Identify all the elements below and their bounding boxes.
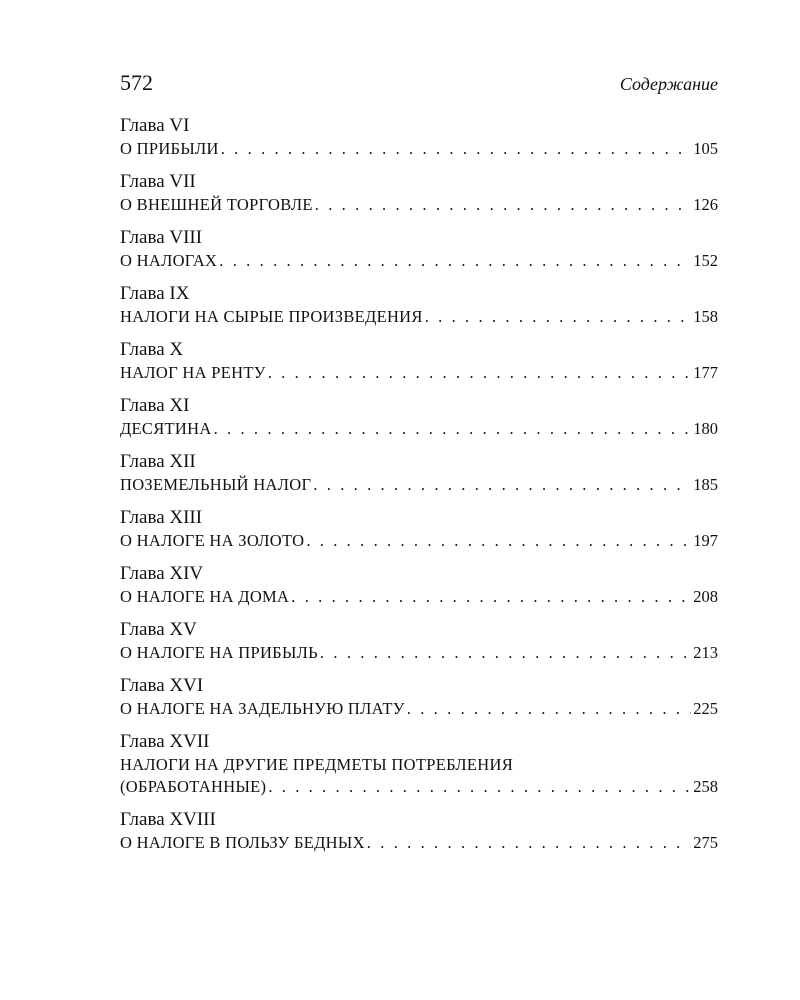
page-number: 572	[120, 70, 153, 95]
toc-entry	[120, 808, 718, 854]
dot-leader	[320, 642, 691, 664]
chapter-label: Глава XII	[120, 451, 196, 472]
page-reference: 105	[693, 139, 718, 158]
document-page	[120, 70, 718, 864]
toc-entry	[120, 730, 718, 798]
toc-title-line	[120, 362, 718, 384]
page-reference: 180	[693, 419, 718, 438]
toc-entry	[120, 282, 718, 328]
chapter-label: Глава XIV	[120, 563, 204, 584]
toc-entry	[120, 562, 718, 608]
toc-title-line	[120, 530, 718, 552]
dot-leader	[313, 474, 691, 496]
page-reference: 258	[693, 777, 718, 796]
chapter-title: О НАЛОГЕ НА ЗОЛОТО	[120, 531, 305, 550]
page-header	[120, 70, 718, 104]
chapter-label: Глава XVIII	[120, 809, 216, 830]
toc-entry	[120, 450, 718, 496]
page-reference: 275	[693, 833, 718, 852]
chapter-label: Глава XIII	[120, 507, 203, 528]
toc-title-line	[120, 698, 718, 720]
page-reference: 152	[693, 251, 718, 270]
toc-entry	[120, 226, 718, 272]
chapter-title: ДЕСЯТИНА	[120, 419, 212, 438]
toc-title-line	[120, 194, 718, 216]
toc-entry	[120, 618, 718, 664]
dot-leader	[268, 362, 692, 384]
running-title: Содержание	[619, 74, 718, 94]
page-reference: 197	[693, 531, 718, 550]
chapter-title: О НАЛОГЕ НА ПРИБЫЛЬ	[120, 643, 318, 662]
dot-leader	[367, 832, 691, 854]
dot-leader	[306, 530, 691, 552]
dot-leader	[291, 586, 691, 608]
chapter-title: НАЛОГИ НА СЫРЫЕ ПРОИЗВЕДЕНИЯ	[120, 307, 423, 326]
chapter-title-first-line: НАЛОГИ НА ДРУГИЕ ПРЕДМЕТЫ ПОТРЕБЛЕНИЯ	[120, 755, 514, 774]
toc-entry	[120, 170, 718, 216]
chapter-title: (ОБРАБОТАННЫЕ)	[120, 777, 267, 796]
dot-leader	[214, 418, 692, 440]
chapter-title: О НАЛОГЕ В ПОЛЬЗУ БЕДНЫХ	[120, 833, 365, 852]
toc-title-line	[120, 418, 718, 440]
toc-entry	[120, 674, 718, 720]
toc-title-line	[120, 138, 718, 160]
dot-leader	[268, 776, 691, 798]
toc-title-line	[120, 776, 718, 798]
chapter-label: Глава IX	[120, 283, 190, 304]
toc-entry	[120, 506, 718, 552]
table-of-contents	[120, 114, 718, 854]
dot-leader	[315, 194, 691, 216]
toc-title-line	[120, 306, 718, 328]
chapter-title: О НАЛОГАХ	[120, 251, 218, 270]
chapter-title: О ПРИБЫЛИ	[120, 139, 219, 158]
dot-leader	[425, 306, 692, 328]
chapter-label: Глава X	[120, 339, 184, 360]
chapter-title: ПОЗЕМЕЛЬНЫЙ НАЛОГ	[120, 475, 312, 494]
chapter-label: Глава XVII	[120, 731, 210, 752]
dot-leader	[221, 138, 692, 160]
toc-entry	[120, 114, 718, 160]
chapter-title: О ВНЕШНЕЙ ТОРГОВЛЕ	[120, 195, 313, 214]
chapter-label: Глава VI	[120, 115, 190, 136]
page-reference: 185	[693, 475, 718, 494]
chapter-label: Глава VIII	[120, 227, 203, 248]
chapter-label: Глава XVI	[120, 675, 204, 696]
dot-leader	[219, 250, 691, 272]
page-reference: 126	[693, 195, 718, 214]
page-reference: 213	[693, 643, 718, 662]
toc-title-line	[120, 474, 718, 496]
toc-title-line	[120, 250, 718, 272]
page-reference: 158	[693, 307, 718, 326]
dot-leader	[407, 698, 691, 720]
chapter-label: Глава XV	[120, 619, 197, 640]
chapter-label: Глава XI	[120, 395, 190, 416]
toc-title-line	[120, 832, 718, 854]
page-reference: 208	[693, 587, 718, 606]
chapter-title: О НАЛОГЕ НА ЗАДЕЛЬНУЮ ПЛАТУ	[120, 699, 405, 718]
toc-entry	[120, 338, 718, 384]
page-reference: 225	[693, 699, 718, 718]
page-reference: 177	[693, 363, 718, 382]
chapter-label: Глава VII	[120, 171, 196, 192]
toc-title-line	[120, 586, 718, 608]
chapter-title: НАЛОГ НА РЕНТУ	[120, 363, 266, 382]
toc-title-line	[120, 642, 718, 664]
chapter-title: О НАЛОГЕ НА ДОМА	[120, 587, 290, 606]
toc-entry	[120, 394, 718, 440]
